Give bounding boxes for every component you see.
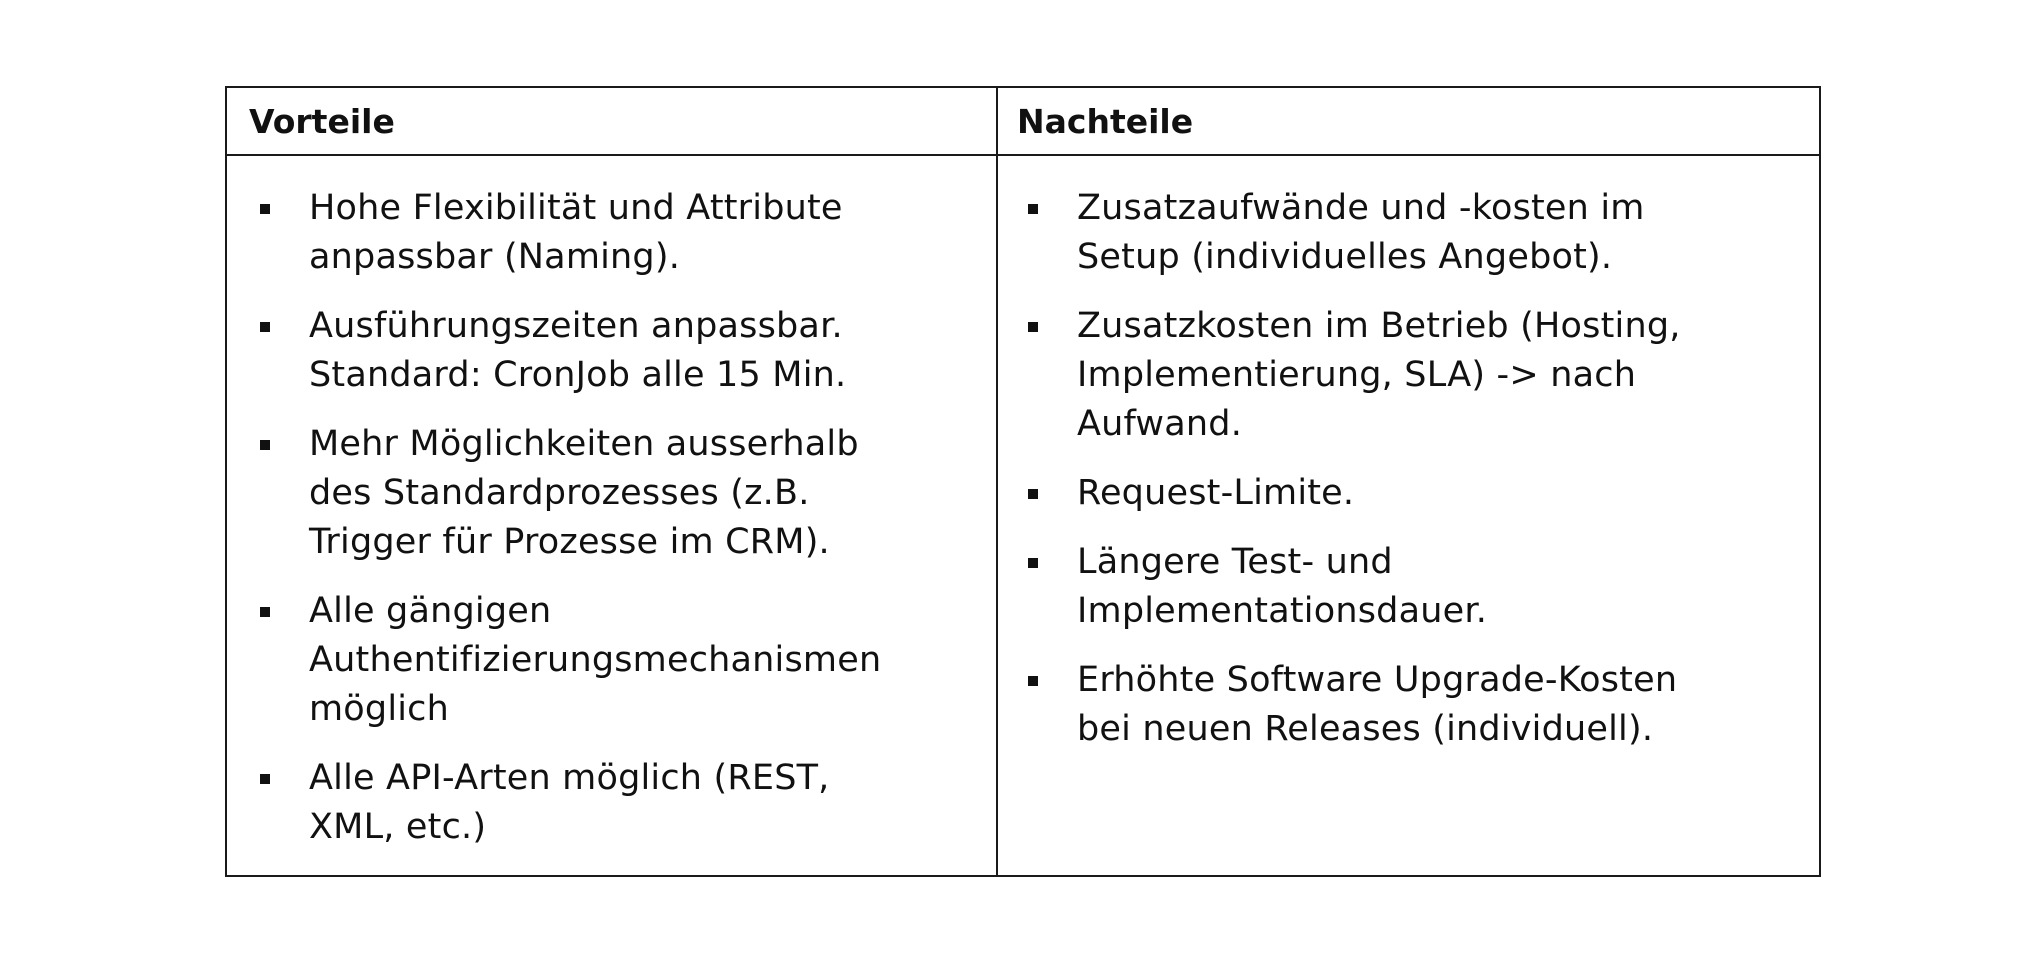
pros-cons-table [225,86,1821,877]
list-item-text: Hohe Flexibilität und Attribute anpassbar (Naming). [309,188,843,277]
square-bullet-icon [1028,489,1038,499]
disadvantages-list [1017,184,1807,754]
list-item [249,587,989,734]
list-item [249,754,989,852]
list-item [249,184,989,282]
square-bullet-icon [260,774,270,784]
square-bullet-icon [260,322,270,332]
list-item-text: Zusatzaufwände und -kosten im Setup (individuelles Angebot). [1077,188,1645,277]
header-disadvantages: Nachteile [1017,102,1194,141]
list-item [1017,469,1807,518]
list-item [1017,184,1807,282]
header-advantages: Vorteile [249,102,395,141]
list-item-text: Alle API-Arten möglich (REST, XML, etc.) [309,758,830,847]
advantages-cell [249,184,989,872]
disadvantages-cell [1017,184,1807,774]
square-bullet-icon [1028,322,1038,332]
list-item-text: Ausführungszeiten anpassbar. Standard: CronJob alle 15 Min. [309,306,847,395]
list-item-text: Längere Test- und Implementationsdauer. [1077,542,1488,631]
advantages-list [249,184,989,852]
square-bullet-icon [260,440,270,450]
column-divider [996,88,998,875]
list-item-text: Zusatzkosten im Betrieb (Hosting, Implementierung, SLA) -> nach Aufwand. [1077,306,1681,444]
list-item-text: Erhöhte Software Upgrade-Kosten bei neuen Releases (individuell). [1077,660,1678,749]
list-item-text: Alle gängigen Authentifizierungsmechanismen möglich [309,591,882,729]
square-bullet-icon [260,204,270,214]
square-bullet-icon [1028,558,1038,568]
list-item [1017,302,1807,449]
list-item-text: Mehr Möglichkeiten ausserhalb des Standardprozesses (z.B. Trigger für Prozesse im CRM). [309,424,859,562]
list-item-text: Request-Limite. [1077,473,1355,513]
header-row-divider [227,154,1819,156]
list-item [249,420,989,567]
square-bullet-icon [260,607,270,617]
square-bullet-icon [1028,204,1038,214]
list-item [1017,656,1807,754]
square-bullet-icon [1028,676,1038,686]
list-item [1017,538,1807,636]
list-item [249,302,989,400]
